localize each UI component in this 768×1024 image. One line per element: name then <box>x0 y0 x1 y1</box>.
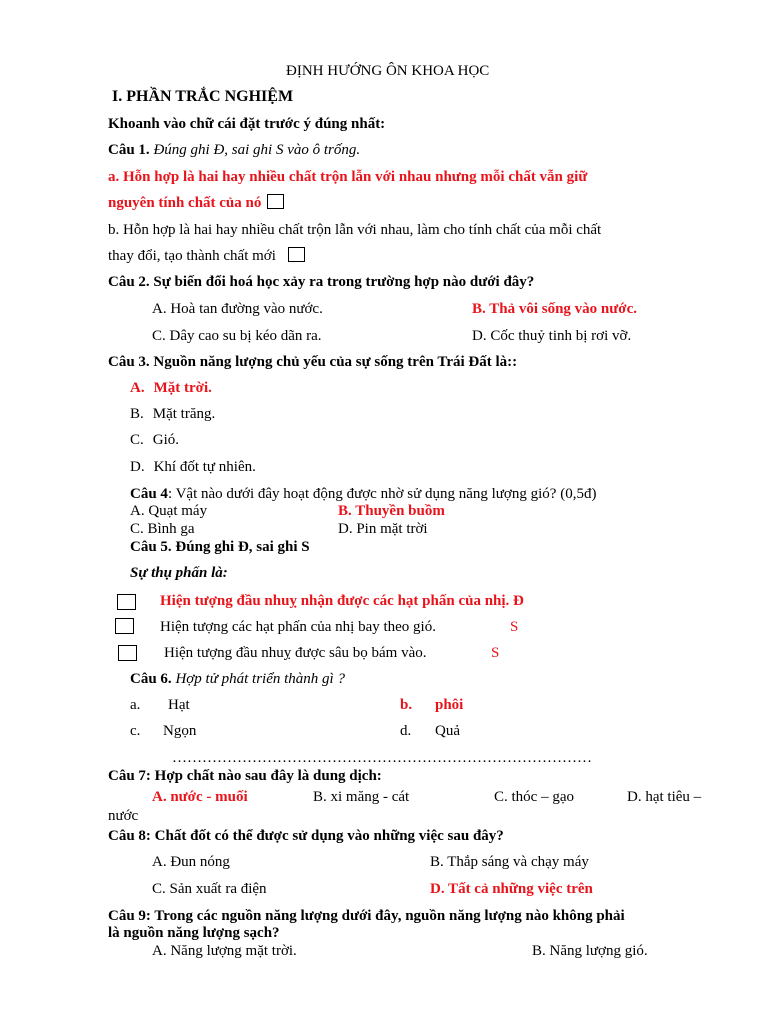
q4-option-c: C. Bình ga <box>130 521 195 537</box>
question-6-text: Hợp tử phát triển thành gì ? <box>175 671 345 687</box>
question-1 <box>108 141 360 159</box>
q3-option-d: D. Khí đốt tự nhiên. <box>130 459 256 475</box>
dotted-separator: ………………………………………………………………………… <box>172 750 592 766</box>
q4-option-d: D. Pin mặt trời <box>338 521 428 537</box>
q5-option-2: Hiện tượng các hạt phấn của nhị bay theo gió. <box>160 619 436 635</box>
section-heading: I. PHẦN TRẮC NGHIỆM <box>112 88 294 105</box>
question-9-line1: Câu 9: Trong các nguồn năng lượng dưới đây, nguồn năng lượng nào không phải <box>108 908 625 924</box>
answer-box[interactable] <box>267 194 284 209</box>
q9-option-a: A. Năng lượng mặt trời. <box>152 943 297 959</box>
q7-option-d-continued: nước <box>108 808 139 824</box>
q3-option-b: B. Mặt trăng. <box>130 406 216 422</box>
q6-option-a: Hạt <box>168 697 190 713</box>
q8-option-c: C. Sản xuất ra điện <box>152 881 267 897</box>
question-8: Câu 8: Chất đốt có thể được sử dụng vào những việc sau đây? <box>108 828 504 844</box>
q6-option-c: Ngọn <box>163 723 197 739</box>
q9-option-b: B. Năng lượng gió. <box>532 943 648 959</box>
q1-option-b-line2: thay đổi, tạo thành chất mới <box>108 247 305 265</box>
q3-option-a: A. Mặt trời. <box>130 380 212 396</box>
q6-option-d-letter: d. <box>400 723 412 739</box>
question-1-label: Câu 1. <box>108 142 150 158</box>
q2-option-a: A. Hoà tan đường vào nước. <box>152 301 323 317</box>
q5-option-3: Hiện tượng đầu nhuỵ được sâu bọ bám vào. <box>164 645 427 661</box>
q8-option-d: D. Tất cả những việc trên <box>430 881 593 897</box>
question-5-sub: Sự thụ phấn là: <box>130 565 228 581</box>
q6-option-d: Quả <box>435 723 460 739</box>
question-4-label: Câu 4 <box>130 486 168 502</box>
question-7: Câu 7: Hợp chất nào sau đây là dung dịch: <box>108 768 382 784</box>
question-2: Câu 2. Sự biến đổi hoá học xảy ra trong trường hợp nào dưới đây? <box>108 274 535 290</box>
page-title: ĐỊNH HƯỚNG ÔN KHOA HỌC <box>286 63 490 79</box>
q5-option-1: Hiện tượng đầu nhuỵ nhận được các hạt phấn của nhị. Đ <box>160 593 524 609</box>
q5-option-3-mark: S <box>491 645 500 661</box>
answer-box[interactable] <box>117 594 136 610</box>
instruction: Khoanh vào chữ cái đặt trước ý đúng nhất: <box>108 116 386 132</box>
question-6-label: Câu 6. <box>130 671 172 687</box>
q8-option-a: A. Đun nóng <box>152 854 230 870</box>
q1-option-b-line1: b. Hỗn hợp là hai hay nhiều chất trộn lẫn với nhau, làm cho tính chất của mỗi chất <box>108 222 602 238</box>
question-9-line2: là nguồn năng lượng sạch? <box>108 925 280 941</box>
q8-option-b: B. Thắp sáng và chạy máy <box>430 854 589 870</box>
question-6 <box>130 670 345 688</box>
q2-option-d: D. Cốc thuỷ tinh bị rơi vỡ. <box>472 328 632 344</box>
q6-option-a-letter: a. <box>130 697 141 713</box>
q5-option-2-mark: S <box>510 619 519 635</box>
q6-option-b: phôi <box>435 697 464 713</box>
q4-option-a: A. Quạt máy <box>130 503 208 519</box>
answer-box[interactable] <box>115 618 134 634</box>
q4-option-b: B. Thuyền buồm <box>338 503 445 519</box>
q6-option-b-letter: b. <box>400 697 413 713</box>
question-4 <box>130 485 596 503</box>
q1-option-a-line1: a. Hỗn hợp là hai hay nhiều chất trộn lẫn với nhau nhưng mỗi chất vẫn giữ <box>108 169 588 185</box>
q7-option-d: D. hạt tiêu – <box>627 789 702 805</box>
answer-box[interactable] <box>288 247 305 262</box>
q7-option-b: B. xi măng - cát <box>313 789 410 805</box>
q6-option-c-letter: c. <box>130 723 141 739</box>
question-5: Câu 5. Đúng ghi Đ, sai ghi S <box>130 539 310 555</box>
q7-option-a: A. nước - muối <box>152 789 248 805</box>
q1-option-a-line2: nguyên tính chất của nó <box>108 194 284 212</box>
question-3: Câu 3. Nguồn năng lượng chủ yếu của sự sống trên Trái Đất là:: <box>108 354 518 370</box>
q2-option-c: C. Dây cao su bị kéo dãn ra. <box>152 328 322 344</box>
q7-option-c: C. thóc – gạo <box>494 789 574 805</box>
question-4-text: : Vật nào dưới đây hoạt động được nhờ sử dụng năng lượng gió? (0,5đ) <box>167 486 597 502</box>
question-1-text: Đúng ghi Đ, sai ghi S vào ô trống. <box>153 142 361 158</box>
q2-option-b: B. Thả vôi sống vào nước. <box>472 301 637 317</box>
q3-option-c: C. Gió. <box>130 432 180 448</box>
answer-box[interactable] <box>118 645 137 661</box>
